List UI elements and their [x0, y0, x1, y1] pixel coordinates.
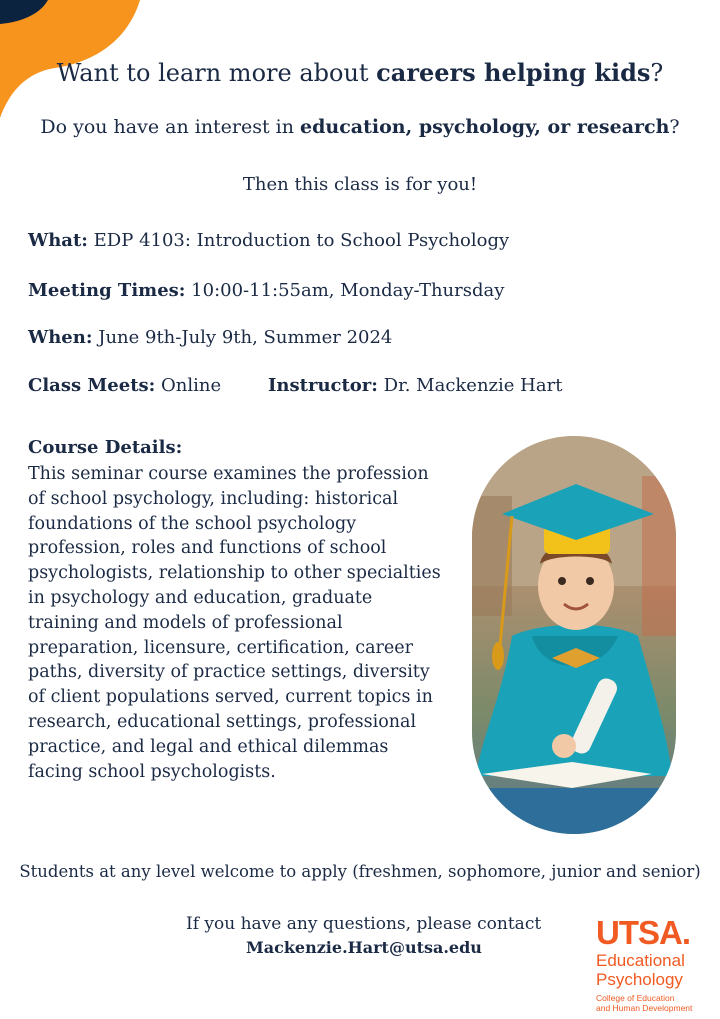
course-details-heading: Course Details:: [28, 437, 183, 458]
headline: Want to learn more about careers helping kids?: [56, 58, 664, 87]
logo-college: College of Education and Human Development: [596, 993, 693, 1013]
utsa-logo: UTSA.: [596, 914, 690, 951]
course-details-body: This seminar course examines the profession of school psychology, including: historical foundations of the school psychology profession, roles and functions of school psychologists, relationship to other specialties in psychology and education, graduate training and models of professional preparation, licensure, certification, career paths, diversity of practice settings, diversity of client populations served, current topics in research, educational settings, professional practice, and legal and ethical dilemmas facing school psychologists.: [28, 464, 441, 782]
welcome-text: Students at any level welcome to apply (freshmen, sophomore, junior and senior): [19, 862, 701, 881]
tagline: Then this class is for you!: [242, 174, 478, 195]
when-row: When: June 9th-July 9th, Summer 2024: [28, 327, 393, 348]
contact-email[interactable]: Mackenzie.Hart@utsa.edu: [246, 938, 482, 957]
subheadline: Do you have an interest in education, psychology, or research?: [40, 116, 680, 138]
meeting-times-row: Meeting Times: 10:00-11:55am, Monday-Thursday: [28, 280, 505, 301]
contact-text: If you have any questions, please contact: [186, 914, 542, 934]
child-graduate-photo: [472, 436, 676, 834]
what-row: What: EDP 4103: Introduction to School Psychology: [28, 230, 510, 251]
instructor-row: Instructor: Dr. Mackenzie Hart: [268, 375, 563, 396]
class-meets-row: Class Meets: Online: [28, 375, 222, 396]
logo-department: Educational Psychology: [596, 951, 685, 989]
